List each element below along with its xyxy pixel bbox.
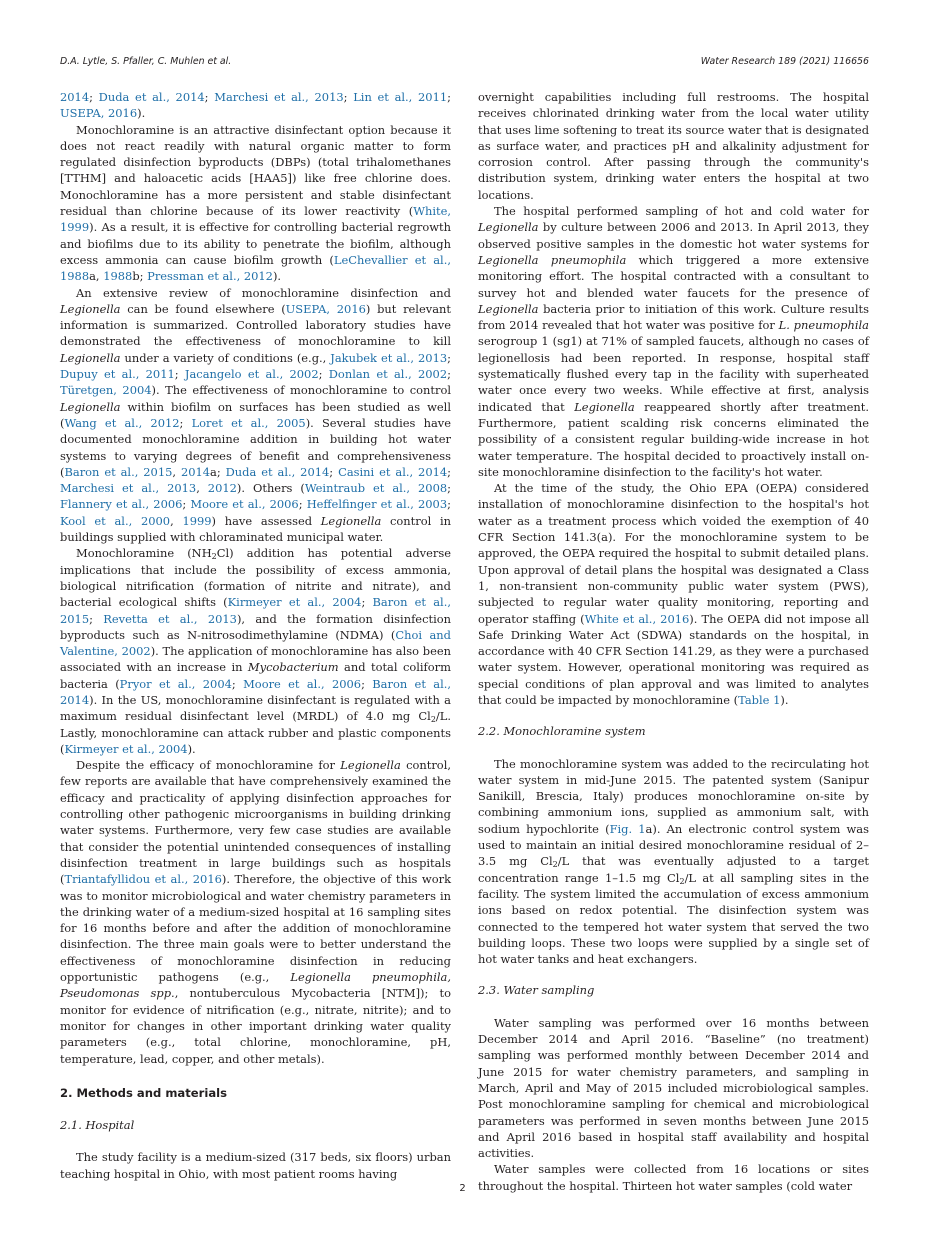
running-header-authors: D.A. Lytle, S. Pfaller, C. Muhlen et al. (60, 56, 232, 67)
paragraph: Water sampling was performed over 16 months between December 2014 and April 2016. “Baseline” (no treatment) sampling was performed monthly between December 2014 and June 2015 for water chemistry parameters, and sampling in March, April and May of 2015 included microbiological samples. Post monochloramine sampling for chemical and microbiological parameters was performed in seven months between June 2015 and April 2016 based in hospital staff availability and hospital activities. (478, 1015, 869, 1161)
right-column (478, 89, 869, 1194)
paragraph: An extensive review of monochloramine disinfection and Legionella can be found elsewhere (USEPA, 2016) but relevant information is summarized. Controlled laboratory studies have demonstrated the effectiveness of monochloramine to kill Legionella under a variety of conditions (e.g., Jakubek et al., 2013; Dupuy et al., 2011; Jacangelo et al., 2002; Donlan et al., 2002; Türetgen, 2004). The effectiveness of monochloramine to control Legionella within biofilm on surfaces has been studied as well (Wang et al., 2012; Loret et al., 2005). Several studies have documented monochloramine addition in building hot water systems to varying degrees of benefit and comprehensiveness (Baron et al., 2015, 2014a; Duda et al., 2014; Casini et al., 2014; Marchesi et al., 2013, 2012). Others (Weintraub et al., 2008; Flannery et al., 2006; Moore et al., 2006; Heffelfinger et al., 2003; Kool et al., 2000, 1999) have assessed Legionella control in buildings supplied with chloraminated municipal water. (60, 285, 452, 545)
subsection-heading-monochloramine-system: 2.2. Monochloramine system (478, 724, 646, 739)
paragraph: Monochloramine $(NH_2Cl)$ addition has potential adverse implications that include the possibility of excess ammonia, biological nitrification (formation of nitrite and nitrate), and bacterial ecological shifts (Kirmeyer et al., 2004; Baron et al., 2015; Revetta et al., 2013), and the formation disinfection byproducts such as N-nitrosodimethylamine (NDMA) (Choi and Valentine, 2002). The application of monochloramine has also been associated with an increase in Mycobacterium and total coliform bacteria (Pryor et al., 2004; Moore et al., 2006; Baron et al., 2014). In the US, monochloramine disinfectant is regulated with a maximum residual disinfectant level (MRDL) of 4.0 mg $Cl_2/L$. Lastly, monochloramine can attack rubber and plastic components (Kirmeyer et al., 2004). (60, 546, 451, 756)
paragraph: The monochloramine system was added to the recirculating hot water system in mid-June 2015. The patented system (Sanipur Sanikill, Brescia, Italy) produces monochloramine on-site by combining ammonium ions, supplied as ammonium salt, with sodium hypochlorite (Fig. 1a). An electronic control system was used to maintain an initial desired monochloramine residual of 2–3.5 mg $Cl_2/L$ that was eventually adjusted to a target concentration range 1–1.5 mg $Cl_2/L$ at all sampling sites in the facility. The system limited the accumulation of excess ammonium ions based on redox potential. The disinfection system was connected to the tempered hot water system that served the two building loops. These two loops were supplied by a single set of hot water tanks and heat exchangers. (478, 756, 869, 967)
running-header-journal: Water Research 189 (2021) 116656 (700, 56, 869, 67)
paragraph: At the time of the study, the Ohio EPA (OEPA) considered installation of monochloramine disinfection to the hospital's hot water as a treatment process which voided the exemption of 40 CFR Section 141.3(a). For the monochloramine system to be approved, the OEPA required the hospital to submit detailed plans. Upon approval of detail plans the hospital was designated a Class 1, non-transient non-community public water system (PWS), subjected to regular water quality monitoring, reporting and operator staffing (White et al., 2016). The OEPA did not impose all Safe Drinking Water Act (SDWA) standards on the hospital, in accordance with 40 CFR Section 141.29, as they were a purchased water system. However, operational monitoring was required as special conditions of plan approval and was limited to analytes that could be impacted by monochloramine (Table 1). (478, 481, 869, 707)
paragraph: The study facility is a medium-sized (317 beds, six floors) urban teaching hospital in Ohio, with most patient rooms having (60, 1150, 451, 1181)
page-number: 2 (459, 1183, 466, 1194)
subsection-heading-water-sampling: 2.3. Water sampling (478, 983, 595, 998)
paragraph: 2014; Duda et al., 2014; Marchesi et al., 2013; Lin et al., 2011; USEPA, 2016). (60, 90, 451, 121)
paragraph: The hospital performed sampling of hot and cold water for Legionella by culture between 2006 and 2013. In April 2013, they observed positive samples in the domestic hot water systems for Legionella pneumophila which triggered a more extensive monitoring effort. The hospital contracted with a consultant to survey hot and blended water faucets for the presence of Legionella bacteria prior to initiation of this work. Culture results from 2014 revealed that hot water was positive for L. pneumophila serogroup 1 (sg1) at 71% of sampled faucets, although no cases of legionellosis had been reported. In response, hospital staff systematically flushed every tap in the facility with superheated water once every two weeks. While effective at first, analysis indicated that Legionella reappeared shortly after treatment. Furthermore, patient scalding risk concerns eliminated the possibility of a consistent regular building-wide increase in hot water temperature. The hospital decided to proactively install on-site monochloramine disinfection to the facility's hot water. (478, 204, 870, 479)
subsection-heading-hospital: 2.1. Hospital (60, 1118, 135, 1133)
paragraph: overnight capabilities including full restrooms. The hospital receives chlorinated drinking water from the local water utility that uses lime softening to treat its source water that is designated as surface water, and practices pH and alkalinity adjustment for corrosion control. After passing through the community's distribution system, drinking water enters the hospital at two locations. (478, 90, 870, 202)
paragraph: Water samples were collected from 16 locations or sites throughout the hospital. Thirteen hot water samples (cold water (478, 1162, 869, 1193)
section-heading-methods: 2. Methods and materials (60, 1085, 228, 1100)
paragraph: Monochloramine is an attractive disinfectant option because it does not react readily with natural organic matter to form regulated disinfection byproducts (DBPs) (total trihalomethanes [TTHM] and haloacetic acids [HAA5]) like free chlorine does. Monochloramine has a more persistent and stable disinfectant residual than chlorine because of its lower reactivity (White, 1999). As a result, it is effective for controlling bacterial regrowth and biofilms due to its ability to penetrate the biofilm, although excess ammonia can cause biofilm growth (LeChevallier et al., 1988a, 1988b; Pressman et al., 2012). (60, 122, 451, 284)
left-column (60, 89, 451, 1182)
paragraph: Despite the efficacy of monochloramine for Legionella control, few reports are available that have comprehensively examined the efficacy and practicality of applying disinfection approaches for controlling other pathogenic microorganisms in building drinking water systems. Furthermore, very few case studies are available that consider the potential unintended consequences of installing disinfection treatment in large buildings such as hospitals (Triantafyllidou et al., 2016). Therefore, the objective of this work was to monitor microbiological and water chemistry parameters in the drinking water of a medium-sized hospital at 16 sampling sites for 16 months before and after the addition of monochloramine disinfection. The three main goals were to better understand the effectiveness of monochloramine disinfection in reducing opportunistic pathogens (e.g., Legionella pneumophila, Pseudomonas spp., nontuberculous Mycobacteria [NTM]); to monitor for evidence of nitrification (e.g., nitrate, nitrite); and to monitor for changes in other important drinking water quality parameters (e.g., total chlorine, monochloramine, pH, temperature, lead, copper, and other metals). (60, 758, 451, 1066)
